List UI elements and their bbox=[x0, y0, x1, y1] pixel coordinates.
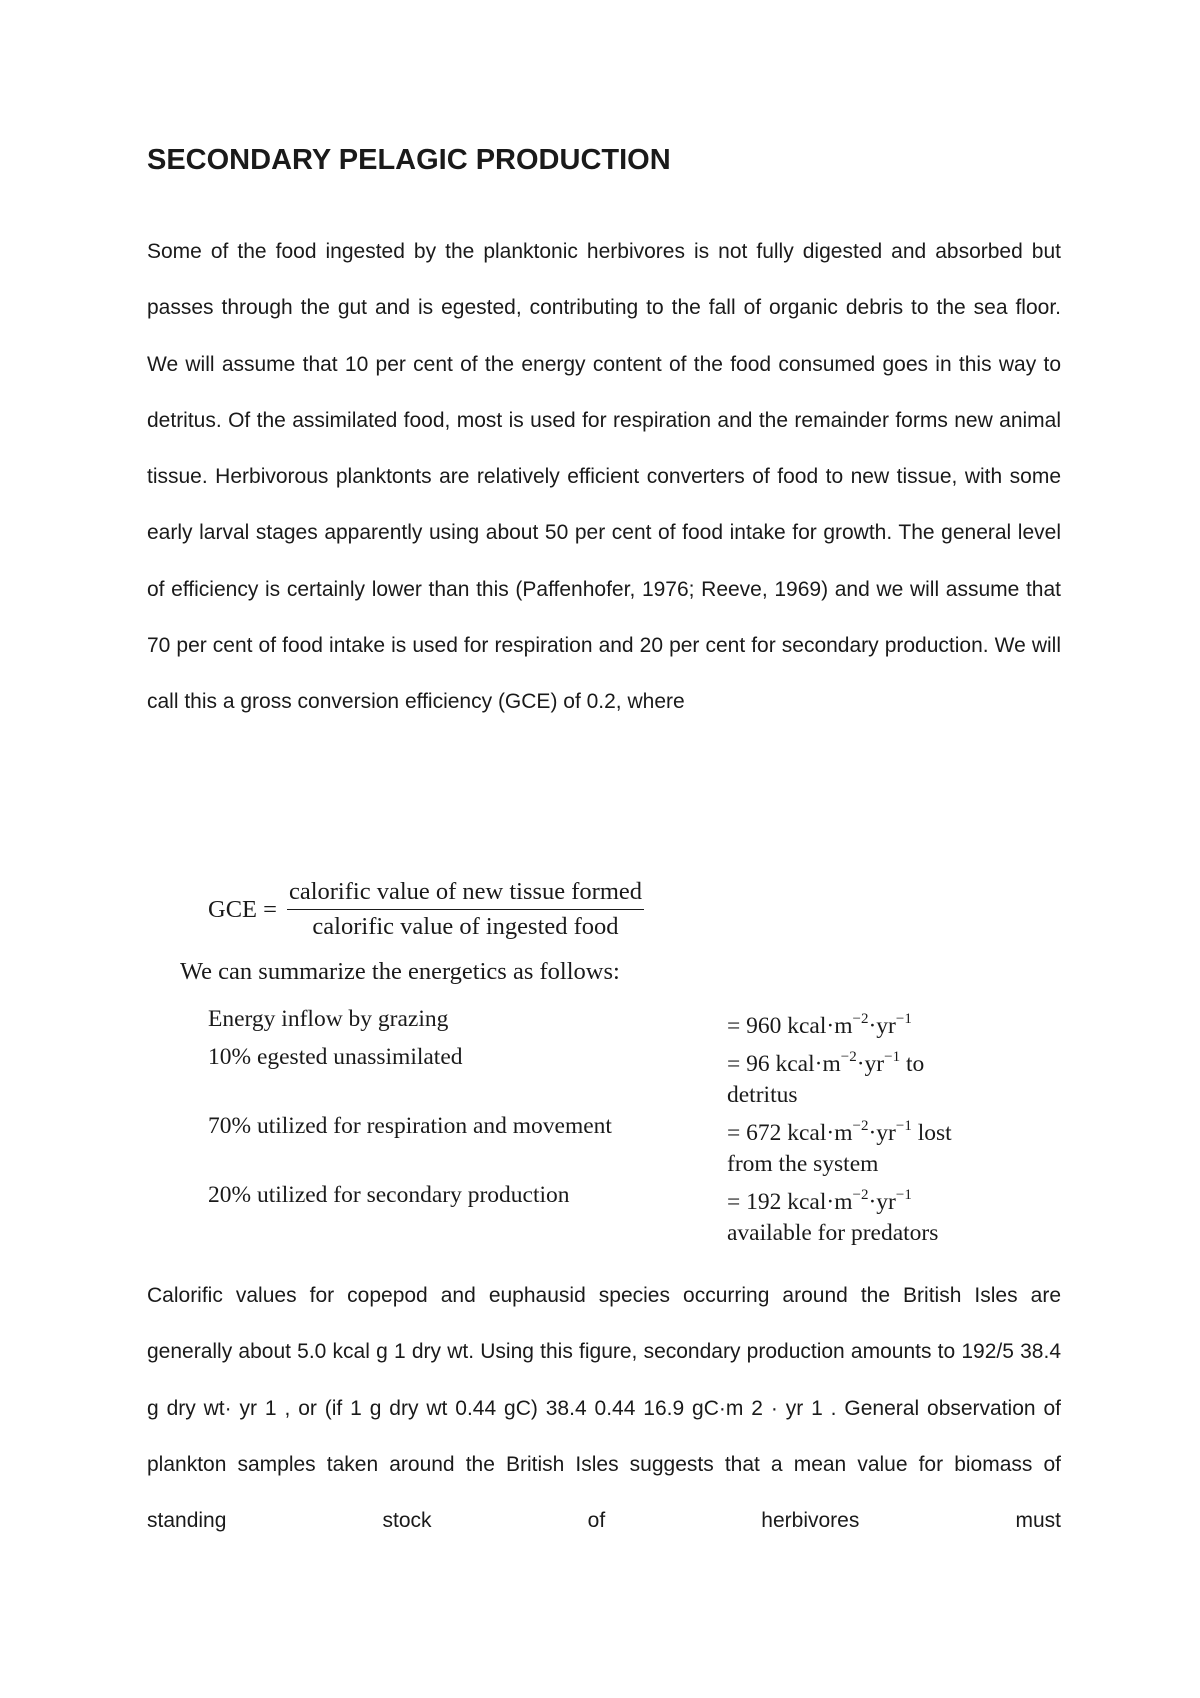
energetics-row-continuation bbox=[208, 1080, 1008, 1111]
paragraph-calorific: Calorific values for copepod and euphausid species occurring around the British Isles are generally about 5.0 kcal g 1 dry wt. Using this figure, secondary production amounts to 192/5 38.4 g dry wt· yr 1 , or (if 1 g dry wt 0.44 gC) 38.4 0.44 16.9 gC·m 2 · yr 1 . General observation of plankton samples taken around the British Isles suggests that a mean value for biomass of standing stock of herbivores must bbox=[147, 1284, 1061, 1533]
energetics-label: 70% utilized for respiration and movement bbox=[208, 1113, 612, 1139]
energetics-continuation: available for predators bbox=[727, 1220, 939, 1246]
energetics-label: Energy inflow by grazing bbox=[208, 1006, 449, 1032]
gce-formula bbox=[208, 878, 644, 941]
energetics-row bbox=[208, 1111, 1008, 1149]
energetics-label: 10% egested unassimilated bbox=[208, 1044, 463, 1070]
summary-intro: We can summarize the energetics as follows: bbox=[180, 958, 620, 985]
energetics-row-continuation bbox=[208, 1149, 1008, 1180]
energetics-continuation: detritus bbox=[727, 1082, 798, 1108]
energetics-row-continuation bbox=[208, 1218, 1008, 1249]
formula-denominator: calorific value of ingested food bbox=[312, 913, 619, 940]
paragraph-intro: Some of the food ingested by the planktonic herbivores is not fully digested and absorbed but passes through the gut and is egested, contributing to the fall of organic debris to the sea floor. We will assume that 10 per cent of the energy content of the food consumed goes in this way to detritus. Of the assimilated food, most is used for respiration and the remainder forms new animal tissue. Herbivorous planktonts are relatively efficient converters of food to new tissue, with some early larval stages apparently using about 50 per cent of food intake for growth. The general level of efficiency is certainly lower than this (Paffenhofer, 1976; Reeve, 1969) and we will assume that 70 per cent of food intake is used for respiration and 20 per cent for secondary production. We will call this a gross conversion efficiency (GCE) of 0.2, where bbox=[147, 240, 1061, 714]
formula-numerator: calorific value of new tissue formed bbox=[287, 878, 644, 910]
energetics-row bbox=[208, 1042, 1008, 1080]
formula-lhs: GCE = bbox=[208, 895, 277, 923]
energetics-value: = 96 $kcal\cdot m^{-2}\cdot yr^{-1}$ to bbox=[727, 1049, 925, 1077]
page-title: SECONDARY PELAGIC PRODUCTION bbox=[147, 144, 671, 176]
energetics-value: = 960 $kcal\cdot m^{-2}\cdot yr^{-1}$ bbox=[727, 1011, 912, 1039]
energetics-table bbox=[208, 1004, 1008, 1249]
energetics-value: = 672 $kcal\cdot m^{-2}\cdot yr^{-1}$ lost bbox=[727, 1118, 952, 1146]
energetics-value: = 192 $kcal\cdot m^{-2}\cdot yr^{-1}$ bbox=[727, 1187, 912, 1215]
energetics-row bbox=[208, 1004, 1008, 1042]
energetics-label: 20% utilized for secondary production bbox=[208, 1182, 570, 1208]
formula-fraction bbox=[287, 878, 644, 941]
energetics-row bbox=[208, 1180, 1008, 1218]
energetics-continuation: from the system bbox=[727, 1151, 879, 1177]
